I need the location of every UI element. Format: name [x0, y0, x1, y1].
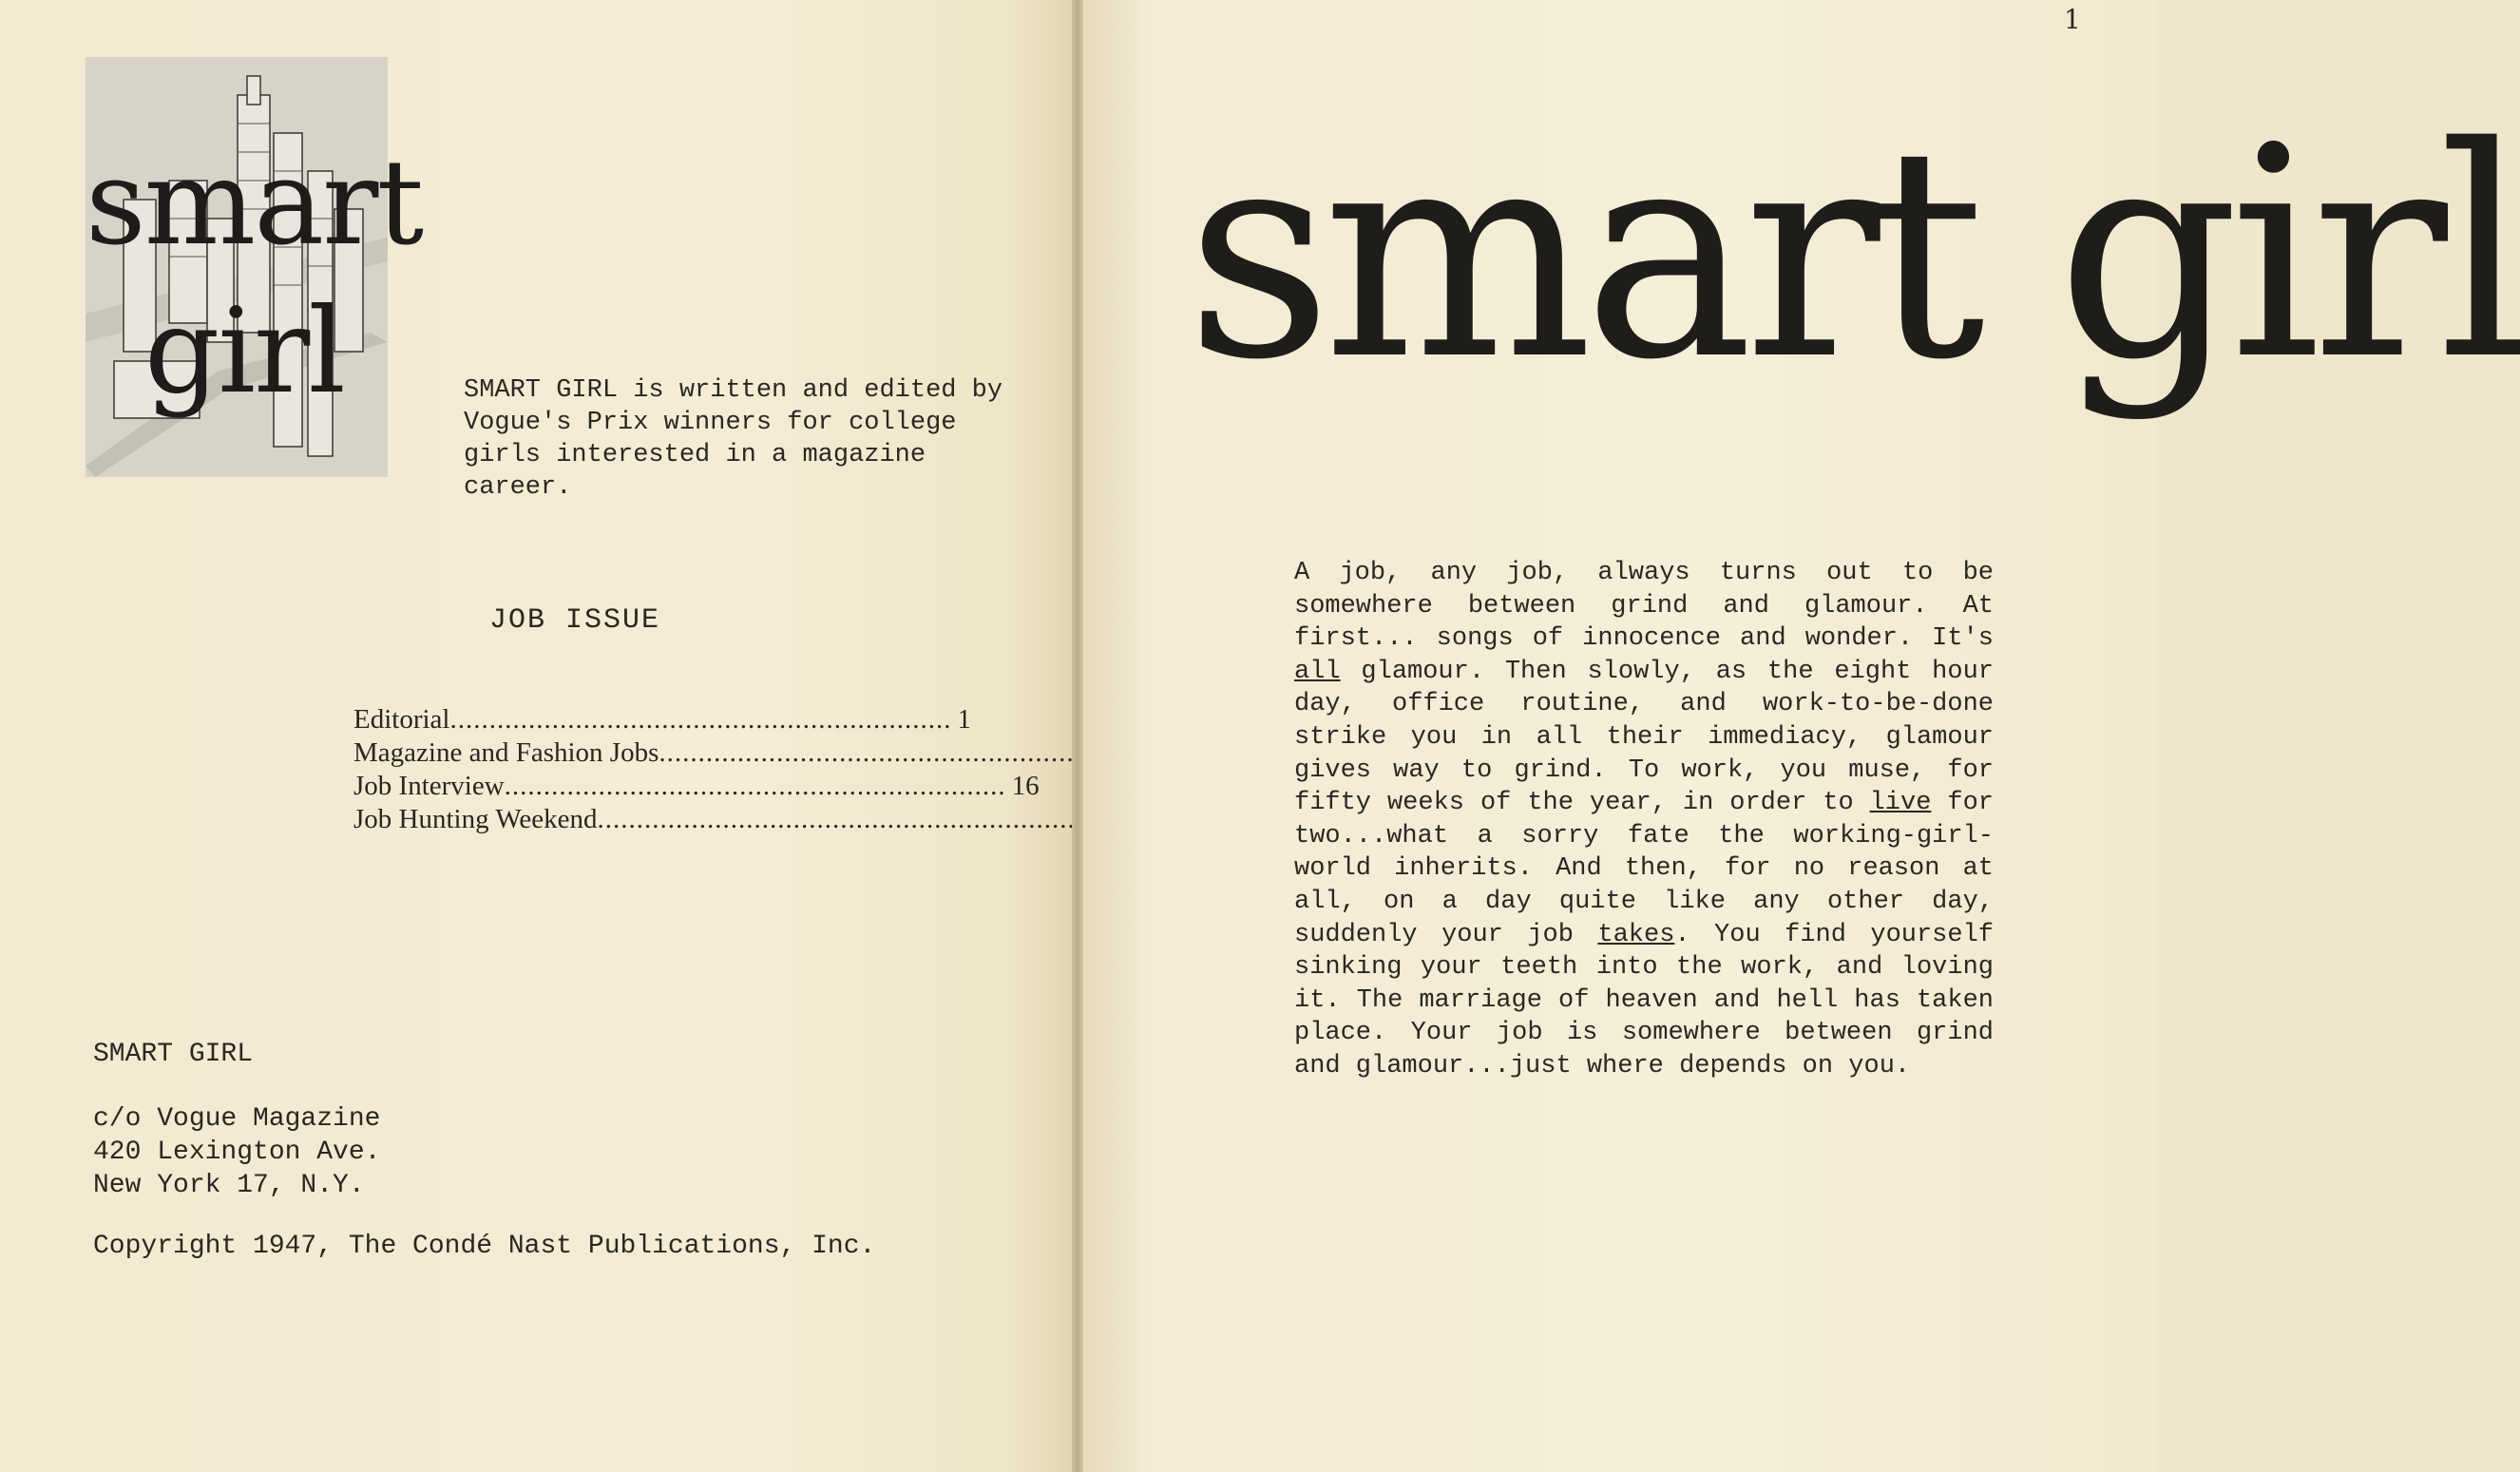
editorial-underline: takes — [1597, 920, 1675, 949]
address-line: c/o Vogue Magazine — [93, 1104, 381, 1134]
toc-page: 16 — [1011, 771, 1040, 801]
toc-leader — [505, 770, 1006, 803]
cover-thumbnail — [86, 57, 423, 477]
page-number: 1 — [2064, 4, 2081, 35]
editorial-text-part: A job, any job, always turns out to be somewhere between grind and glamour. At first... songs of innocence and wonder. It's — [1294, 559, 1994, 654]
toc-row — [353, 770, 1040, 803]
intro-text: SMART GIRL is written and edited by Vogue's Prix winners for college girls interested in a magazine career. — [464, 376, 1003, 502]
cover-title-smart: smart — [86, 135, 423, 272]
toc-title: Magazine and Fashion Jobs — [353, 737, 659, 768]
editorial-text-part: . You find yourself sinking your teeth into the work, and loving it. The marriage of heaven and hell has taken place. Your job is somewhere between grind and glamour...just where depends on you. — [1294, 920, 1994, 1080]
left-page — [0, 0, 1072, 1472]
cover-title-girl: girl — [144, 283, 344, 420]
publisher-address — [93, 1102, 380, 1202]
editorial-text-part: for two...what a sorry fate the working-girl-world inherits. And then, for no reason at all, on a day quite like any other day, suddenly your job — [1294, 789, 1994, 949]
table-of-contents — [353, 703, 1040, 836]
toc-leader — [449, 703, 951, 736]
publisher-name: SMART GIRL — [93, 1040, 254, 1069]
editorial-underline: all — [1294, 657, 1341, 686]
toc-page: 1 — [957, 704, 971, 735]
toc-title: Job Hunting Weekend — [353, 804, 598, 834]
editorial-underline: live — [1869, 789, 1932, 818]
editorial-text — [1294, 557, 1994, 1083]
toc-row — [353, 703, 971, 736]
masthead-title: smart girl — [1186, 85, 2520, 424]
editorial-text-part: glamour. Then slowly, as the eight hour day, office routine, and work-to-be-done strike you in all their immediacy, glamour gives way to grind. To work, you muse, for fifty weeks of the year, in order to — [1294, 657, 1994, 818]
toc-title: Editorial — [353, 704, 450, 735]
toc-title: Job Interview — [353, 771, 505, 801]
toc-leader — [597, 803, 1098, 836]
toc-row — [353, 736, 848, 770]
issue-title: JOB ISSUE — [489, 604, 661, 637]
address-line: New York 17, N.Y. — [93, 1171, 365, 1200]
address-line: 420 Lexington Ave. — [93, 1137, 381, 1167]
spine-gutter — [1072, 0, 1083, 1472]
copyright-notice: Copyright 1947, The Condé Nast Publications, Inc. — [93, 1232, 876, 1261]
toc-row — [353, 803, 848, 836]
